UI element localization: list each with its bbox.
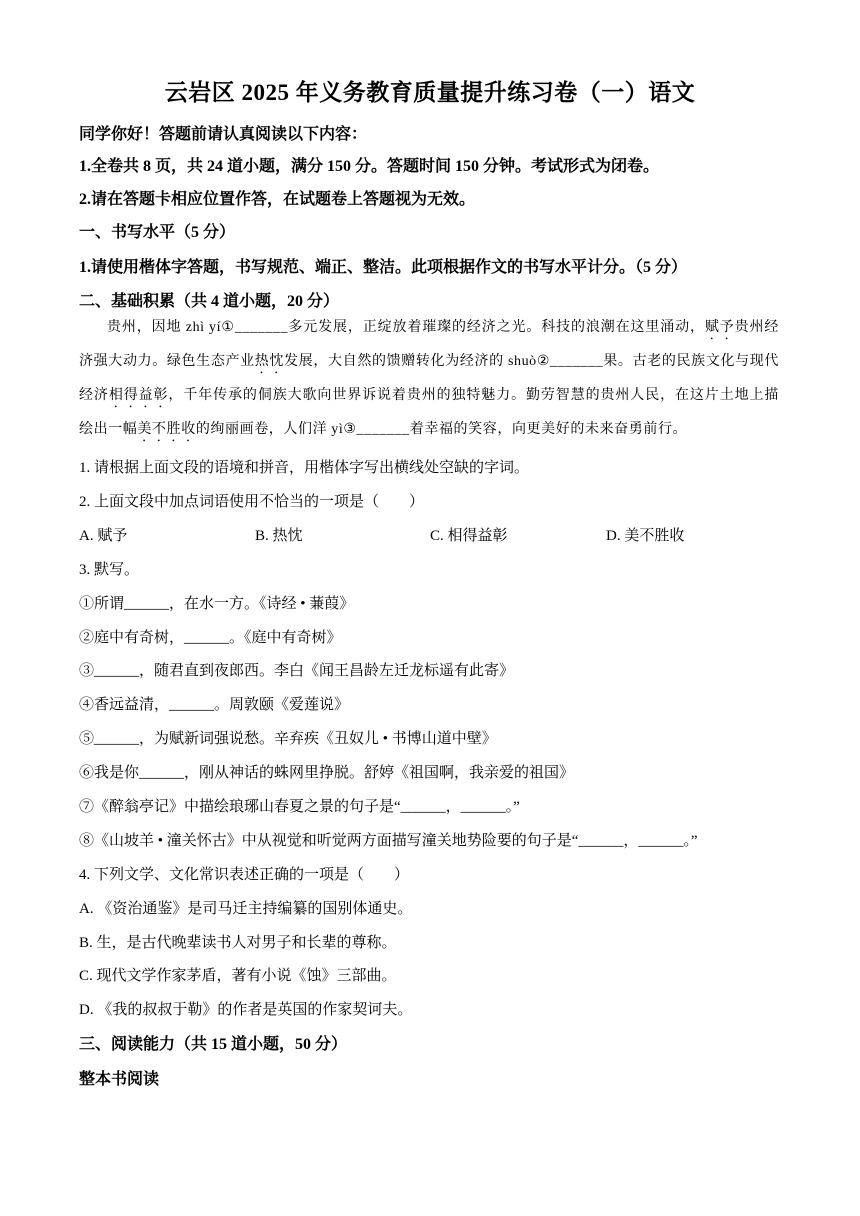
section-1-heading: 一、书写水平（5 分） — [79, 224, 236, 241]
question-3: 3. 默写。 — [79, 562, 140, 578]
page-title: 云岩区 2025 年义务教育质量提升练习卷（一）语文 — [164, 80, 696, 105]
question-2: 2. 上面文段中加点词语使用不恰当的一项是（ ） — [79, 494, 425, 510]
notice-greeting: 同学你好！答题前请认真阅读以下内容： — [79, 126, 368, 143]
section-3-subheading: 整本书阅读 — [79, 1071, 160, 1088]
question-4: 4. 下列文学、文化常识表述正确的一项是（ ） — [79, 867, 410, 883]
passage-text-3: 发展，大自然的馈赠转化为经济的 shuò②_______果。古老的民族文化与现代经济 — [79, 354, 780, 403]
section-3-heading: 三、阅读能力（共 15 道小题，50 分） — [79, 1036, 348, 1053]
q3-item-5: ⑤______，为赋新词强说愁。辛弃疾《丑奴儿 • 书博山道中壁》 — [79, 731, 497, 747]
q3-item-4: ④香远益清，______。周敦颐《爱莲说》 — [79, 697, 350, 713]
q3-item-1: ①所谓______，在水一方。《诗经 • 蒹葭》 — [79, 596, 355, 612]
dotted-word-fuyu: 赋予 — [704, 320, 735, 335]
q3-item-7: ⑦《醉翁亭记》中描绘琅琊山春夏之景的句子是“______，______。” — [79, 799, 520, 815]
q4-option-d: D. 《我的叔叔于勒》的作者是英国的作家契诃夫。 — [79, 1002, 413, 1018]
passage-text-2: 贵州经济强大动力。绿色生态产业 — [79, 320, 779, 369]
passage-text-5: 的绚丽画卷，人们洋 yì③_______着幸福的笑容，向更美好的未来奋勇前行。 — [195, 422, 688, 437]
question-1: 1. 请根据上面文段的语境和拼音，用楷体字写出横线处空缺的字词。 — [79, 460, 530, 476]
dotted-word-reyou: 热忱 — [254, 354, 285, 369]
q2-option-b: B. 热忱 — [255, 528, 303, 544]
passage-text-1: 贵州，因地 zhì yí①_______多元发展，正绽放着璀璨的经济之光。科技的浪潮在这里涌动， — [107, 320, 705, 335]
notice-item-1: 1.全卷共 8 页，共 24 道小题，满分 150 分。答题时间 150 分钟。考试形式为闭卷。 — [79, 158, 660, 175]
dotted-word-meibushengshou: 美不胜收 — [137, 422, 196, 437]
q3-item-2: ②庭中有奇树，______。《庭中有奇树》 — [79, 630, 342, 646]
q3-item-3: ③______，随君直到夜郎西。李白《闻王昌龄左迁龙标遥有此寄》 — [79, 663, 515, 679]
section-1-question: 1.请使用楷体字答题，书写规范、端正、整洁。此项根据作文的书写水平计分。（5 分） — [79, 259, 688, 276]
dotted-word-xiangdeyizhang: 相得益彰 — [108, 388, 169, 403]
passage-text-4: ，千年传承的侗族大歌向世界诉说着贵州的独特魅力。勤劳智慧的贵州人民，在这片土地上描绘出一幅 — [79, 388, 780, 437]
q4-option-a: A. 《资治通鉴》是司马迁主持编纂的国别体通史。 — [79, 901, 413, 917]
q3-item-6: ⑥我是你______，刚从神话的蛛网里挣脱。舒婷《祖国啊，我亲爱的祖国》 — [79, 765, 575, 781]
q3-item-8: ⑧《山坡羊 • 潼关怀古》中从视觉和听觉两方面描写潼关地势险要的句子是“______，______。” — [79, 833, 698, 849]
notice-item-2: 2.请在答题卡相应位置作答，在试题卷上答题视为无效。 — [79, 191, 476, 208]
q2-option-d: D. 美不胜收 — [606, 528, 685, 544]
q4-option-c: C. 现代文学作家茅盾，著有小说《蚀》三部曲。 — [79, 968, 397, 984]
q2-option-c: C. 相得益彰 — [430, 528, 508, 544]
q4-option-b: B. 生，是古代晚辈读书人对男子和长辈的尊称。 — [79, 935, 397, 951]
section-2-heading: 二、基础积累（共 4 道小题，20 分） — [79, 293, 340, 310]
reading-passage — [79, 311, 779, 447]
q2-option-a: A. 赋予 — [79, 528, 128, 544]
